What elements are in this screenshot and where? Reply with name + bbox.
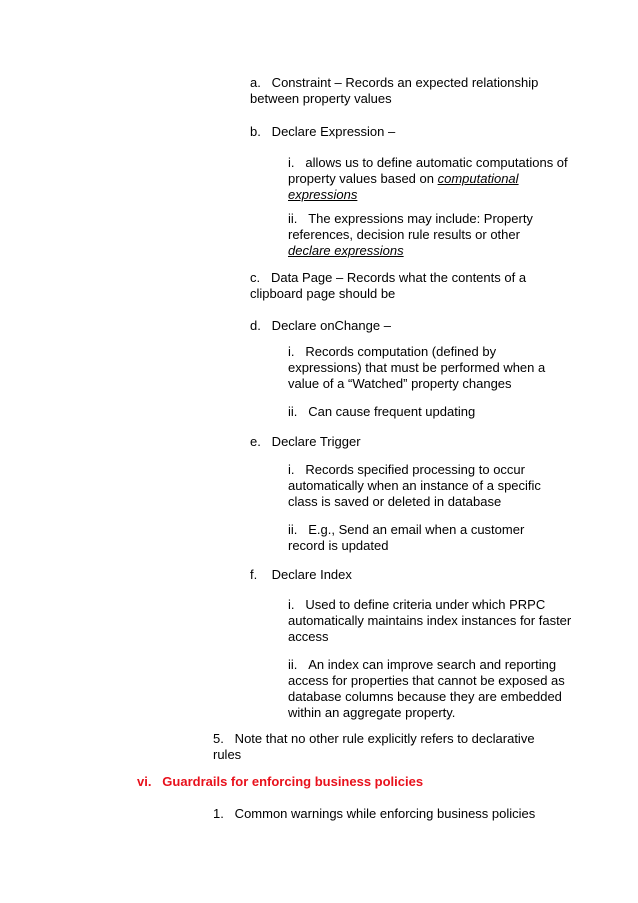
item-5: 5. Note that no other rule explicitly refers to declarative rules xyxy=(213,731,535,762)
item-d-i: i. Records computation (defined by expressions) that must be performed when a value of a “Watched” property changes xyxy=(288,344,546,391)
item-e: e. Declare Trigger xyxy=(250,434,361,449)
item-f: f. Declare Index xyxy=(250,567,352,582)
item-c: c. Data Page – Records what the contents of a clipboard page should be xyxy=(250,270,527,301)
item-b-ii xyxy=(288,211,558,259)
item-b: b. Declare Expression – xyxy=(250,124,396,139)
item-b-i xyxy=(288,155,573,203)
link-declare-expressions[interactable]: declare expressions xyxy=(288,243,404,258)
item-a: a. Constraint – Records an expected relationship between property values xyxy=(250,75,539,106)
item-1: 1. Common warnings while enforcing business policies xyxy=(213,806,536,821)
item-e-i: i. Records specified processing to occur automatically when an instance of a specific class is saved or deleted in database xyxy=(288,462,541,509)
link-computational-expressions[interactable]: computational expressions xyxy=(288,171,519,202)
item-f-ii: ii. An index can improve search and reporting access for properties that cannot be exposed as database columns because they are embedded within an aggregate property. xyxy=(288,657,565,720)
item-d-ii: ii. Can cause frequent updating xyxy=(288,404,476,419)
heading-vi: vi. Guardrails for enforcing business policies xyxy=(137,774,424,789)
item-b-i-text: i. allows us to define automatic computations of property values based on xyxy=(288,155,568,186)
item-e-ii: ii. E.g., Send an email when a customer record is updated xyxy=(288,522,525,553)
item-d: d. Declare onChange – xyxy=(250,318,391,333)
item-b-ii-text: ii. The expressions may include: Property references, decision rule results or other xyxy=(288,211,533,242)
item-f-i: i. Used to define criteria under which PRPC automatically maintains index instances for faster access xyxy=(288,597,572,644)
